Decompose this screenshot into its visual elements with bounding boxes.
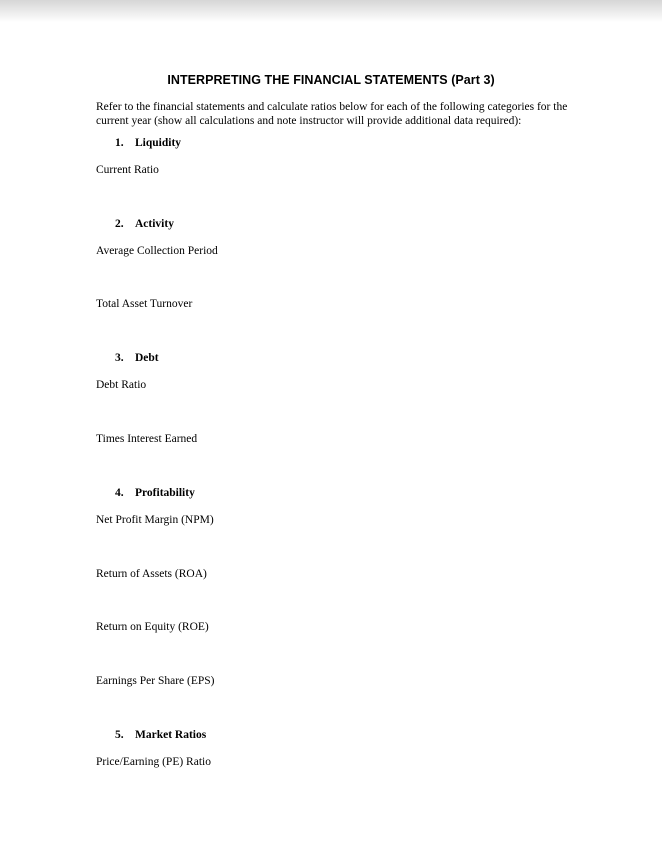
section-heading-liquidity bbox=[115, 137, 181, 149]
section-title: Market Ratios bbox=[135, 729, 207, 741]
ratio-label-earnings-per-share: Earnings Per Share (EPS) bbox=[96, 675, 215, 687]
ratio-label-total-asset-turnover: Total Asset Turnover bbox=[96, 298, 193, 310]
ratio-label-net-profit-margin: Net Profit Margin (NPM) bbox=[96, 514, 214, 526]
instructions-paragraph: Refer to the financial statements and calculate ratios below for each of the following categories for the current year (show all calculations and note instructor will provide additional data required): bbox=[96, 101, 568, 127]
section-number: 4. bbox=[115, 487, 124, 499]
section-heading-profitability bbox=[115, 487, 195, 499]
section-number: 3. bbox=[115, 352, 124, 364]
section-number: 2. bbox=[115, 218, 124, 230]
ratio-label-current-ratio: Current Ratio bbox=[96, 164, 159, 176]
section-number: 5. bbox=[115, 729, 124, 741]
section-heading-debt bbox=[115, 352, 159, 364]
ratio-label-times-interest-earned: Times Interest Earned bbox=[96, 433, 198, 445]
section-heading-market-ratios bbox=[115, 729, 206, 741]
page-title: INTERPRETING THE FINANCIAL STATEMENTS (Part 3) bbox=[167, 73, 495, 87]
ratio-label-debt-ratio: Debt Ratio bbox=[96, 379, 147, 391]
ratio-label-return-of-assets: Return of Assets (ROA) bbox=[96, 568, 207, 580]
section-title: Activity bbox=[135, 218, 174, 230]
ratio-label-return-on-equity: Return on Equity (ROE) bbox=[96, 621, 209, 633]
section-title: Liquidity bbox=[135, 137, 182, 149]
section-number: 1. bbox=[115, 137, 124, 149]
ratio-label-price-earning-ratio: Price/Earning (PE) Ratio bbox=[96, 756, 211, 768]
ratio-label-average-collection-period: Average Collection Period bbox=[96, 245, 218, 257]
section-title: Profitability bbox=[135, 487, 195, 499]
section-heading-activity bbox=[115, 218, 174, 230]
section-title: Debt bbox=[135, 352, 159, 364]
